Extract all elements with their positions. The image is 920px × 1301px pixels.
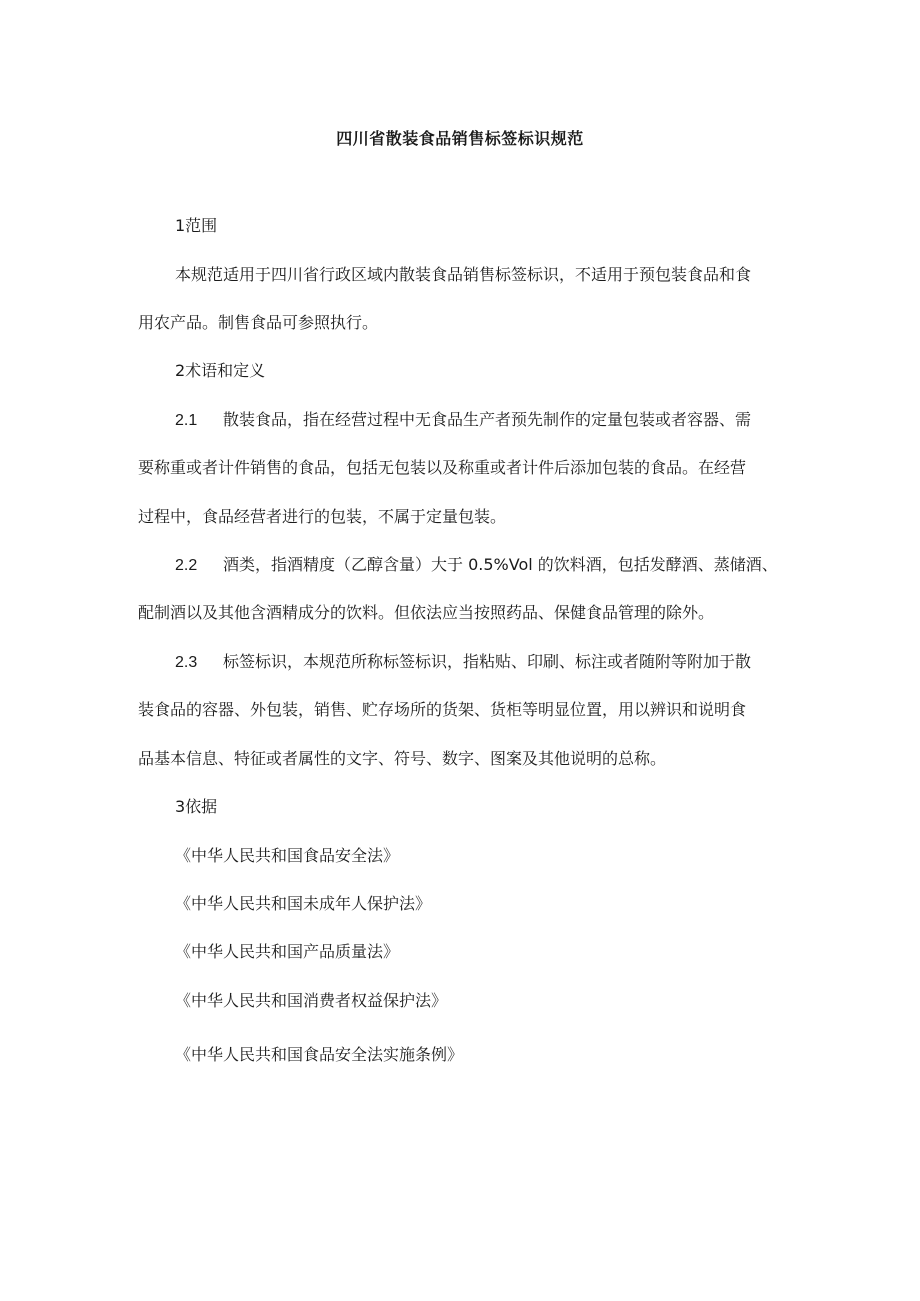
clause-2-1 xyxy=(175,410,751,431)
paragraph-line: 配制酒以及其他含酒精成分的饮料。但依法应当按照药品、保健食品管理的除外。 xyxy=(138,603,715,622)
clause-2-3 xyxy=(175,652,751,673)
page-title: 四川省散装食品销售标签标识规范 xyxy=(336,129,584,148)
law-item: 《中华人民共和国产品质量法》 xyxy=(175,942,400,961)
clause-number: 2.1 xyxy=(175,412,198,429)
paragraph-line: 品基本信息、特征或者属性的文字、符号、数字、图案及其他说明的总称。 xyxy=(138,749,667,768)
section-heading-terms: 2术语和定义 xyxy=(175,361,266,380)
clause-number: 2.3 xyxy=(175,654,198,671)
clause-2-2 xyxy=(175,555,778,576)
section-heading-scope: 1范围 xyxy=(175,216,218,235)
law-item: 《中华人民共和国消费者权益保护法》 xyxy=(175,991,448,1010)
clause-text: 标签标识，本规范所称标签标识，指粘贴、印刷、标注或者随附等附加于散 xyxy=(223,652,752,671)
paragraph-line: 用农产品。制售食品可参照执行。 xyxy=(138,313,379,332)
clause-text: 酒类，指酒精度（乙醇含量）大于 0.5%Vol 的饮料酒，包括发酵酒、蒸储酒、 xyxy=(223,555,778,574)
law-item: 《中华人民共和国食品安全法实施条例》 xyxy=(175,1045,464,1064)
paragraph-line: 要称重或者计件销售的食品，包括无包装以及称重或者计件后添加包装的食品。在经营 xyxy=(138,458,747,477)
law-item: 《中华人民共和国未成年人保护法》 xyxy=(175,894,432,913)
section-heading-basis: 3依据 xyxy=(175,797,218,816)
paragraph-line: 过程中，食品经营者进行的包装，不属于定量包装。 xyxy=(138,507,507,526)
paragraph-line: 装食品的容器、外包装，销售、贮存场所的货架、货柜等明显位置，用以辨识和说明食 xyxy=(138,700,747,719)
clause-number: 2.2 xyxy=(175,557,198,574)
clause-text: 散装食品，指在经营过程中无食品生产者预先制作的定量包装或者容器、需 xyxy=(223,410,752,429)
law-item: 《中华人民共和国食品安全法》 xyxy=(175,846,400,865)
paragraph-line: 本规范适用于四川省行政区域内散装食品销售标签标识，不适用于预包装食品和食 xyxy=(175,265,752,284)
